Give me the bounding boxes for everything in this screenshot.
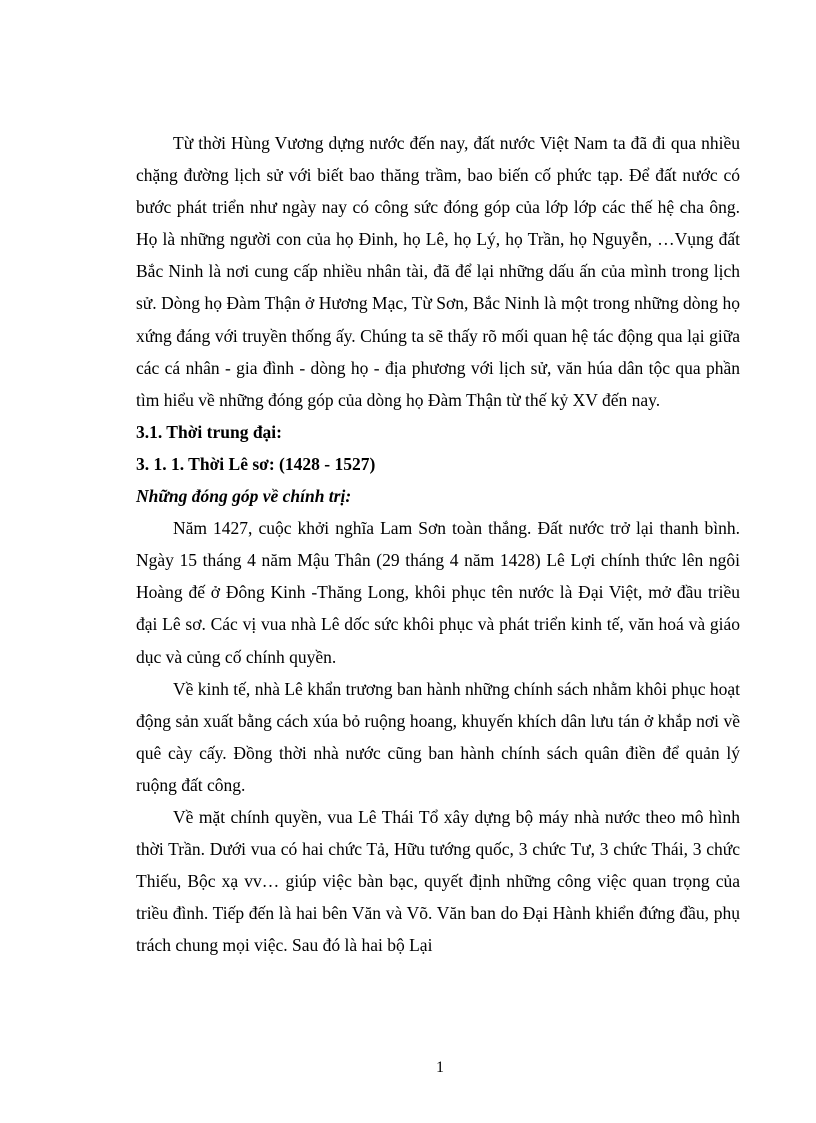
intro-paragraph: Từ thời Hùng Vương dựng nước đến nay, đất nước Việt Nam ta đã đi qua nhiều chặng đường lịch sử với biết bao thăng trầm, bao biến cố phức tạp. Để đất nước có bước phát triển như ngày nay có công sức đóng góp của lớp lớp các thế hệ cha ông. Họ là những người con của họ Đinh, họ Lê, họ Lý, họ Trần, họ Nguyễn, …Vụng đất Bắc Ninh là nơi cung cấp nhiều nhân tài, đã để lại những dấu ấn của mình trong lịch sử. Dòng họ Đàm Thận ở Hương Mạc, Từ Sơn, Bắc Ninh là một trong những dòng họ xứng đáng với truyền thống ấy. Chúng ta sẽ thấy rõ mối quan hệ tác động qua lại giữa các cá nhân - gia đình - dòng họ - địa phương với lịch sử, văn húa dân tộc qua phần tìm hiểu về những đóng góp của dòng họ Đàm Thận từ thế kỷ XV đến nay. <box>136 133 740 410</box>
paragraph-government: Về mặt chính quyền, vua Lê Thái Tổ xây dựng bộ máy nhà nước theo mô hình thời Trần. Dưới vua có hai chức Tả, Hữu tướng quốc, 3 chức Tư, 3 chức Thái, 3 chức Thiếu, Bộc xạ vv… giúp việc bàn bạc, quyết định những công việc quan trọng của triều đình. Tiếp đến là hai bên Văn và Võ. Văn ban do Đại Hành khiển đứng đầu, phụ trách chung mọi việc. Sau đó là hai bộ Lại <box>136 806 740 956</box>
page-number: 1 <box>436 1059 444 1076</box>
paragraph-1427: Năm 1427, cuộc khởi nghĩa Lam Sơn toàn thắng. Đất nước trở lại thanh bình. Ngày 15 tháng 4 năm Mậu Thân (29 tháng 4 năm 1428) Lê Lợi chính thức lên ngôi Hoàng đế ở Đông Kinh -Thăng Long, khôi phục tên nước là Đại Việt, mở đầu triều đại Lê sơ. Các vị vua nhà Lê dốc sức khôi phục và phát triển kinh tế, văn hoá và giáo dục và củng cố chính quyền. <box>136 518 740 667</box>
document-body <box>136 127 740 961</box>
subsection-heading: 3. 1. 1. Thời Lê sơ: (1428 - 1527) <box>136 453 376 474</box>
topic-heading: Những đóng góp về chính trị: <box>136 486 352 507</box>
paragraph-economy: Về kinh tế, nhà Lê khẩn trương ban hành những chính sách nhằm khôi phục hoạt động sản xuất bằng cách xúa bỏ ruộng hoang, khuyến khích dân lưu tán ở khắp nơi về quê cày cấy. Đồng thời nhà nước cũng ban hành chính sách quân điền để quản lý ruộng đất công. <box>136 678 740 795</box>
section-heading: 3.1. Thời trung đại: <box>136 421 282 442</box>
